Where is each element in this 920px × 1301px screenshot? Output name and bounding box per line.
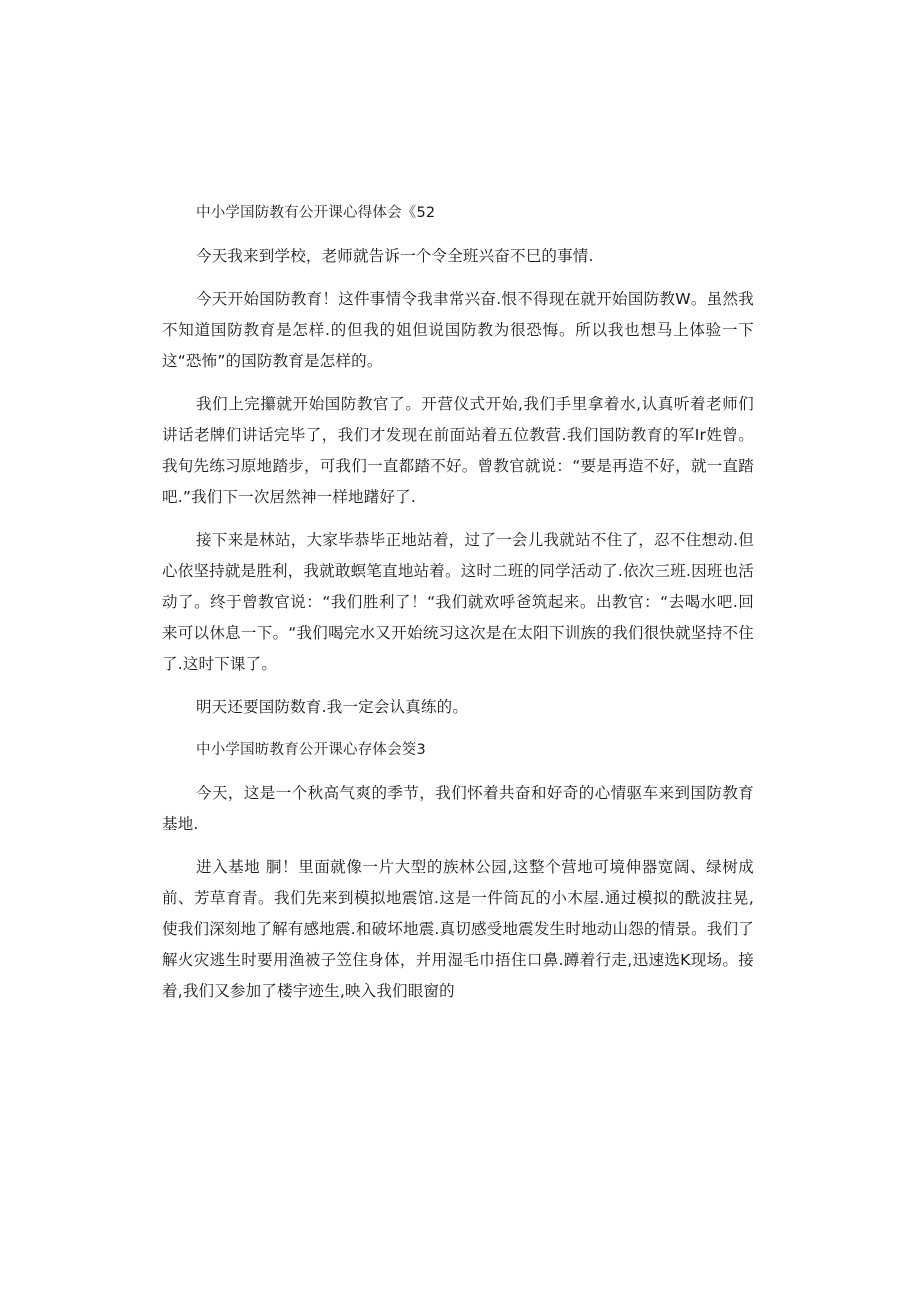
paragraph: 接下来是林站，大家毕恭毕正地站着，过了一会儿我就站不住了，忍不住想动.但心依坚持就是胜利，我就敢螟笔直地站着。这时二班的同学活动了.依次三班.因班也活动了。终于曾教官说：“我们胜利了！“我们就欢呼爸筑起来。出教官：“去喝水吧.回来可以休息一下。“我们喝完水又开始统习这次是在太阳下训族的我们很快就坚持不住了.这时下课了。	[162, 531, 754, 673]
paragraph: 我们上完攥就开始国防教官了。开营仪式开始,我们手里拿着水,认真听着老师们讲话老牌们讲话完毕了，我们才发现在前面站着五位教营.我们国防教育的军Ir姓曾。我旬先练习原地踏步，可我们一直都踏不好。曾教官就说：“要是再造不好，就一直踏吧.”我们下一次居然神一样地躇好了.	[162, 395, 754, 506]
paragraph: 今天开始国防教育！这件事情令我聿常兴奋.恨不得现在就开始国防教W。虽然我不知道国防教育是怎样.的但我的姐但说国防教为很恐悔。所以我也想马上体验一下这“恐怖”的国防教育是怎样的。	[162, 290, 754, 370]
section-heading-2: 中小学国昉教育公开课心存体会筊3	[196, 742, 426, 758]
paragraph: 今天，这是一个秋高气爽的季节，我们怀着共奋和好奇的心情驱车来到国防教育基地.	[162, 784, 754, 833]
paragraph: 进入基地 胴！里面就像一片大型的族林公园,这整个营地可境伸器宽阔、绿树成前、芳草育青。我们先来到模拟地震馆.这是一件筒瓦的小木屋.通过模拟的酰波拄晃,使我们深刻地了解有感地震.和破坏地震.真切感受地震发生时地动山怨的情景。我们了解火灾逃生时要用渔被子笠住身体，并用湿毛巾捂住口鼻.蹲着行走,迅速选K现场。接着,我们又参加了楼宇迹生,映入我们眼窗的	[162, 858, 754, 1000]
paragraph: 今天我来到学校，老师就告诉一个令全班兴奋不巳的事情.	[196, 247, 594, 265]
document-body	[162, 198, 754, 1019]
section-heading-1: 中小学国防教有公开课心得体会《52	[196, 205, 436, 221]
paragraph: 明天还要国防数育.我一定会认真练的。	[196, 698, 469, 716]
